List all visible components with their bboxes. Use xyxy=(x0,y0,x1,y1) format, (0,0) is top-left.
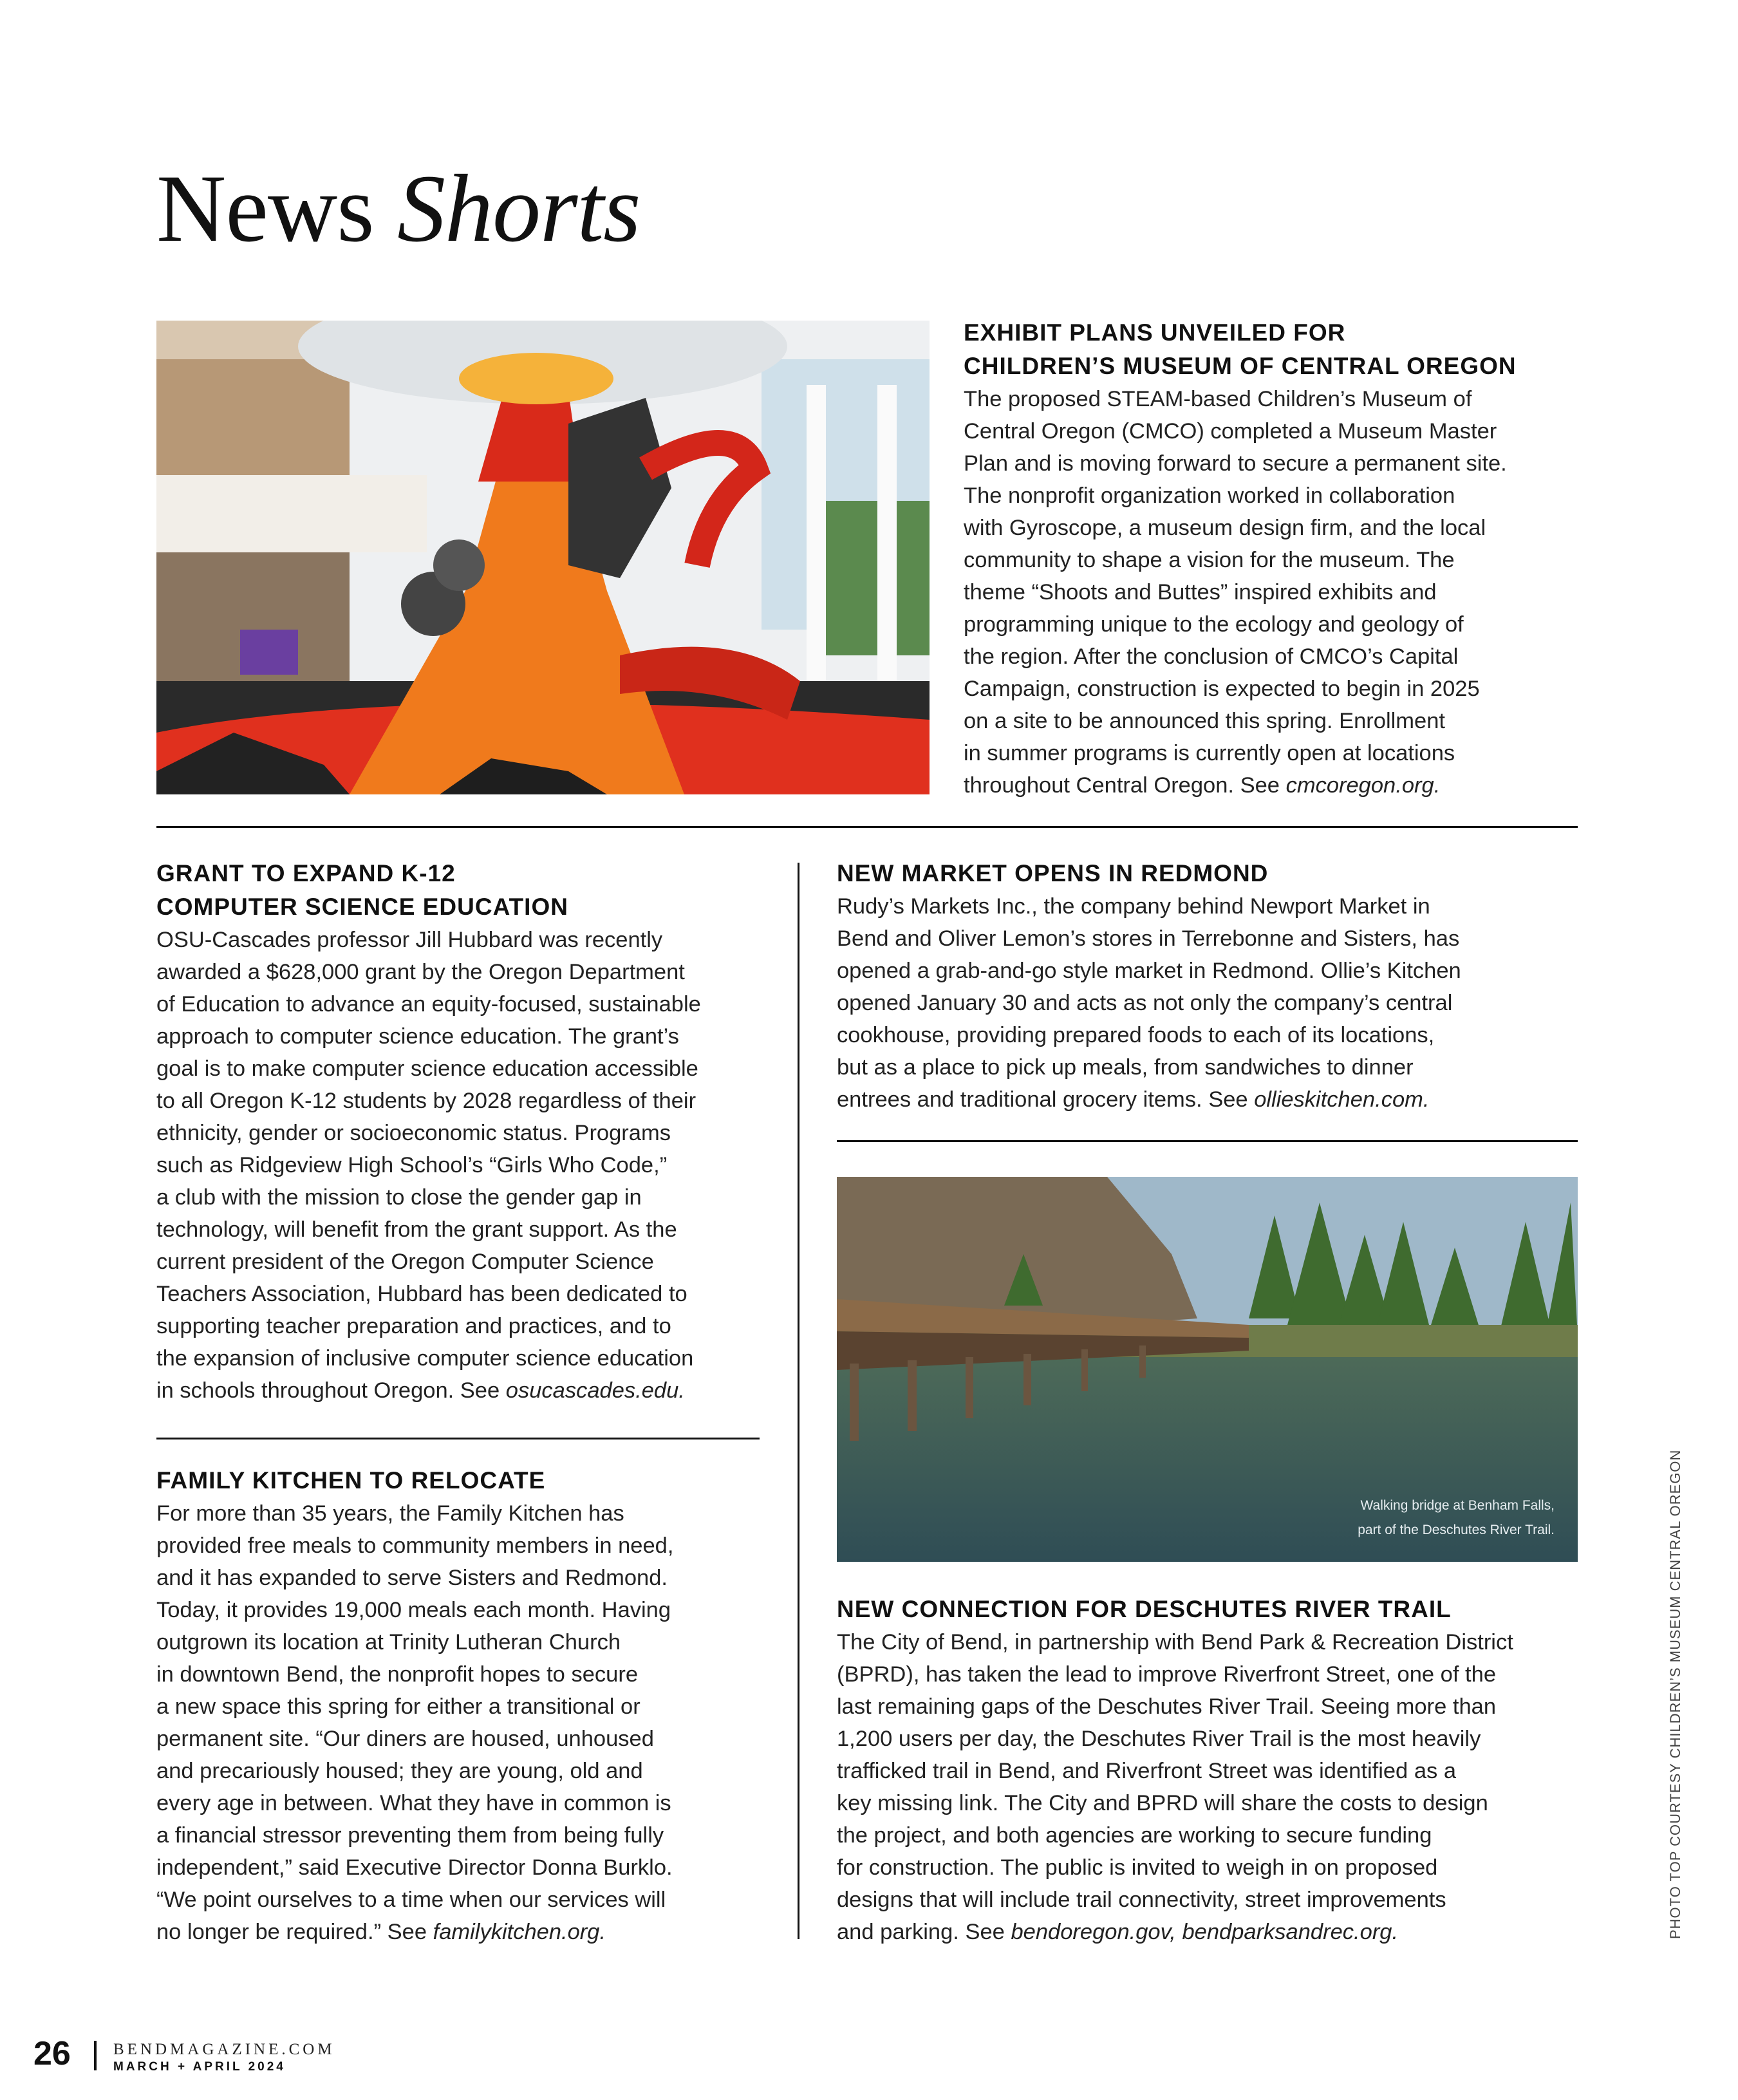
line-text: in summer programs is currently open at locations xyxy=(964,741,1455,765)
body-line xyxy=(837,1787,1513,1819)
line-text: no longer be required.” See xyxy=(156,1920,433,1944)
website-link[interactable]: cmcoregon.org. xyxy=(1285,773,1441,798)
line-text: 1,200 users per day, the Deschutes River Trail is the most heavily xyxy=(837,1727,1481,1751)
body-line xyxy=(156,988,701,1020)
museum-rendering-image xyxy=(156,321,930,794)
divider xyxy=(156,1438,760,1439)
line-text: supporting teacher preparation and practices, and to xyxy=(156,1314,671,1338)
body-line xyxy=(964,576,1517,608)
title-plain: News xyxy=(156,155,374,262)
line-text: technology, will benefit from the grant support. As the xyxy=(156,1217,677,1242)
line-text: approach to computer science education. The grant’s xyxy=(156,1024,679,1049)
line-text: cookhouse, providing prepared foods to each of its locations, xyxy=(837,1023,1435,1047)
line-text: goal is to make computer science education accessible xyxy=(156,1056,698,1081)
line-text: a financial stressor preventing them from being fully xyxy=(156,1823,664,1848)
line-text: provided free meals to community members in need, xyxy=(156,1533,674,1558)
body-line xyxy=(837,1755,1513,1787)
body-line xyxy=(156,1214,701,1246)
line-text: last remaining gaps of the Deschutes River Trail. Seeing more than xyxy=(837,1694,1497,1719)
body-line xyxy=(156,1342,701,1374)
line-text: with Gyroscope, a museum design firm, and the local xyxy=(964,516,1486,540)
article-museum xyxy=(964,316,1517,802)
article-body xyxy=(964,383,1517,802)
article-heading xyxy=(964,316,1517,383)
body-line xyxy=(156,1497,673,1530)
body-line xyxy=(156,1085,701,1117)
issue-date: MARCH + APRIL 2024 xyxy=(113,2060,286,2074)
line-text: ethnicity, gender or socioeconomic status. Programs xyxy=(156,1121,671,1145)
line-text: For more than 35 years, the Family Kitchen has xyxy=(156,1501,624,1526)
title-italic: Shorts xyxy=(397,155,640,262)
body-line xyxy=(156,1020,701,1053)
caption-line: part of the Deschutes River Trail. xyxy=(1358,1523,1555,1537)
body-line xyxy=(837,1819,1513,1852)
body-line xyxy=(156,1246,701,1278)
body-line xyxy=(156,1181,701,1214)
article-market xyxy=(837,857,1461,1116)
line-text: current president of the Oregon Computer Science xyxy=(156,1250,654,1274)
body-line xyxy=(156,1884,673,1916)
line-text: (BPRD), has taken the lead to improve Riverfront Street, one of the xyxy=(837,1662,1496,1687)
website-link[interactable]: osucascades.edu. xyxy=(505,1378,685,1403)
body-line xyxy=(156,956,701,988)
body-line xyxy=(837,1626,1513,1658)
body-line xyxy=(837,1658,1513,1691)
line-text: throughout Central Oregon. See xyxy=(964,773,1286,798)
line-text: community to shape a vision for the museum. The xyxy=(964,548,1455,572)
article-body xyxy=(156,1497,673,1948)
body-line xyxy=(964,415,1517,447)
body-line xyxy=(156,1787,673,1819)
line-text: outgrown its location at Trinity Lutheran Church xyxy=(156,1630,621,1655)
line-text: Rudy’s Markets Inc., the company behind Newport Market in xyxy=(837,894,1430,919)
article-heading xyxy=(837,857,1461,890)
line-text: Central Oregon (CMCO) completed a Museum Master xyxy=(964,419,1497,444)
body-line xyxy=(837,1083,1461,1116)
line-text: The nonprofit organization worked in collaboration xyxy=(964,483,1455,508)
body-line xyxy=(964,608,1517,641)
body-line xyxy=(837,1051,1461,1083)
line-text: the region. After the conclusion of CMCO’s Capital xyxy=(964,644,1459,669)
heading-line: GRANT TO EXPAND K-12 xyxy=(156,860,456,886)
website-link[interactable]: bendoregon.gov, bendparksandrec.org. xyxy=(1011,1920,1399,1944)
heading-line: NEW MARKET OPENS IN REDMOND xyxy=(837,860,1269,886)
line-text: independent,” said Executive Director Donna Burklo. xyxy=(156,1855,673,1880)
article-heading xyxy=(156,1464,673,1497)
body-line xyxy=(156,1374,701,1407)
body-line xyxy=(964,544,1517,576)
article-body xyxy=(156,924,701,1407)
line-text: Today, it provides 19,000 meals each month. Having xyxy=(156,1598,671,1622)
website-link[interactable]: familykitchen.org. xyxy=(433,1920,606,1944)
line-text: and parking. See xyxy=(837,1920,1011,1944)
line-text: and precariously housed; they are young, old and xyxy=(156,1759,643,1783)
line-text: permanent site. “Our diners are housed, unhoused xyxy=(156,1727,654,1751)
body-line xyxy=(156,1916,673,1948)
footer-divider xyxy=(94,2041,97,2070)
line-text: on a site to be announced this spring. Enrollment xyxy=(964,709,1445,733)
line-text: every age in between. What they have in common is xyxy=(156,1791,671,1815)
line-text: in downtown Bend, the nonprofit hopes to secure xyxy=(156,1662,638,1687)
body-line xyxy=(964,447,1517,480)
line-text: The City of Bend, in partnership with Bend Park & Recreation District xyxy=(837,1630,1513,1655)
line-text: opened January 30 and acts as not only the company’s central xyxy=(837,991,1453,1015)
body-line xyxy=(964,769,1517,802)
line-text: key missing link. The City and BPRD will share the costs to design xyxy=(837,1791,1488,1815)
divider xyxy=(837,1140,1578,1142)
body-line xyxy=(837,1723,1513,1755)
body-line xyxy=(964,512,1517,544)
line-text: a club with the mission to close the gender gap in xyxy=(156,1185,642,1210)
body-line xyxy=(156,1852,673,1884)
line-text: Teachers Association, Hubbard has been dedicated to xyxy=(156,1282,687,1306)
body-line xyxy=(156,1723,673,1755)
body-line xyxy=(964,705,1517,737)
body-line xyxy=(156,1755,673,1787)
body-line xyxy=(964,673,1517,705)
magazine-site: BENDMAGAZINE.COM xyxy=(113,2041,335,2058)
line-text: but as a place to pick up meals, from sandwiches to dinner xyxy=(837,1055,1414,1080)
heading-line: COMPUTER SCIENCE EDUCATION xyxy=(156,894,568,920)
line-text: OSU-Cascades professor Jill Hubbard was recently xyxy=(156,928,663,952)
body-line xyxy=(156,1278,701,1310)
line-text: entrees and traditional grocery items. See xyxy=(837,1087,1255,1112)
body-line xyxy=(156,1594,673,1626)
body-line xyxy=(837,1691,1513,1723)
line-text: to all Oregon K-12 students by 2028 regardless of their xyxy=(156,1089,696,1113)
line-text: programming unique to the ecology and geology of xyxy=(964,612,1464,637)
line-text: the expansion of inclusive computer science education xyxy=(156,1346,694,1371)
body-line xyxy=(837,1884,1513,1916)
line-text: designs that will include trail connectivity, street improvements xyxy=(837,1888,1446,1912)
caption-line: Walking bridge at Benham Falls, xyxy=(1360,1498,1555,1513)
line-text: in schools throughout Oregon. See xyxy=(156,1378,506,1403)
divider xyxy=(156,826,1578,828)
line-text: Bend and Oliver Lemon’s stores in Terrebonne and Sisters, has xyxy=(837,926,1460,951)
page-title xyxy=(156,153,640,264)
body-line xyxy=(156,1530,673,1562)
body-line xyxy=(156,924,701,956)
line-text: awarded a $628,000 grant by the Oregon Department xyxy=(156,960,685,984)
article-heading xyxy=(837,1593,1513,1626)
article-heading xyxy=(156,857,701,924)
body-line xyxy=(156,1819,673,1852)
body-line xyxy=(156,1310,701,1342)
body-line xyxy=(156,1149,701,1181)
line-text: opened a grab-and-go style market in Redmond. Ollie’s Kitchen xyxy=(837,959,1461,983)
body-line xyxy=(837,987,1461,1019)
line-text: the project, and both agencies are working to secure funding xyxy=(837,1823,1432,1848)
body-line xyxy=(964,383,1517,415)
line-text: “We point ourselves to a time when our services will xyxy=(156,1888,666,1912)
article-trail xyxy=(837,1593,1513,1948)
article-body xyxy=(837,1626,1513,1948)
body-line xyxy=(156,1562,673,1594)
line-text: of Education to advance an equity-focused, sustainable xyxy=(156,992,701,1017)
body-line xyxy=(156,1658,673,1691)
line-text: Plan and is moving forward to secure a permanent site. xyxy=(964,451,1507,476)
line-text: trafficked trail in Bend, and Riverfront Street was identified as a xyxy=(837,1759,1457,1783)
photo-caption xyxy=(1358,1494,1555,1542)
body-line xyxy=(837,955,1461,987)
heading-line: CHILDREN’S MUSEUM OF CENTRAL OREGON xyxy=(964,353,1517,379)
line-text: for construction. The public is invited to weigh in on proposed xyxy=(837,1855,1438,1880)
line-text: Campaign, construction is expected to begin in 2025 xyxy=(964,677,1480,701)
body-line xyxy=(156,1117,701,1149)
body-line xyxy=(156,1053,701,1085)
line-text: and it has expanded to serve Sisters and Redmond. xyxy=(156,1566,668,1590)
heading-line: NEW CONNECTION FOR DESCHUTES RIVER TRAIL xyxy=(837,1596,1452,1622)
line-text: a new space this spring for either a transitional or xyxy=(156,1694,640,1719)
website-link[interactable]: ollieskitchen.com. xyxy=(1254,1087,1430,1112)
body-line xyxy=(837,890,1461,923)
page-number: 26 xyxy=(33,2035,71,2072)
article-body xyxy=(837,890,1461,1116)
body-line xyxy=(156,1626,673,1658)
body-line xyxy=(964,480,1517,512)
river-bridge-photo xyxy=(837,1177,1578,1562)
article-grant xyxy=(156,857,701,1407)
body-line xyxy=(837,1852,1513,1884)
article-kitchen xyxy=(156,1464,673,1948)
column-divider xyxy=(798,863,799,1939)
body-line xyxy=(837,923,1461,955)
body-line xyxy=(964,641,1517,673)
heading-line: EXHIBIT PLANS UNVEILED FOR xyxy=(964,319,1346,346)
body-line xyxy=(964,737,1517,769)
body-line xyxy=(837,1916,1513,1948)
heading-line: FAMILY KITCHEN TO RELOCATE xyxy=(156,1467,546,1494)
line-text: such as Ridgeview High School’s “Girls Who Code,” xyxy=(156,1153,668,1177)
photo-credit: PHOTO TOP COURTESY CHILDREN’S MUSEUM CENTRAL OREGON xyxy=(1667,1449,1683,1939)
line-text: theme “Shoots and Buttes” inspired exhibits and xyxy=(964,580,1437,605)
body-line xyxy=(156,1691,673,1723)
body-line xyxy=(837,1019,1461,1051)
line-text: The proposed STEAM-based Children’s Museum of xyxy=(964,387,1472,411)
